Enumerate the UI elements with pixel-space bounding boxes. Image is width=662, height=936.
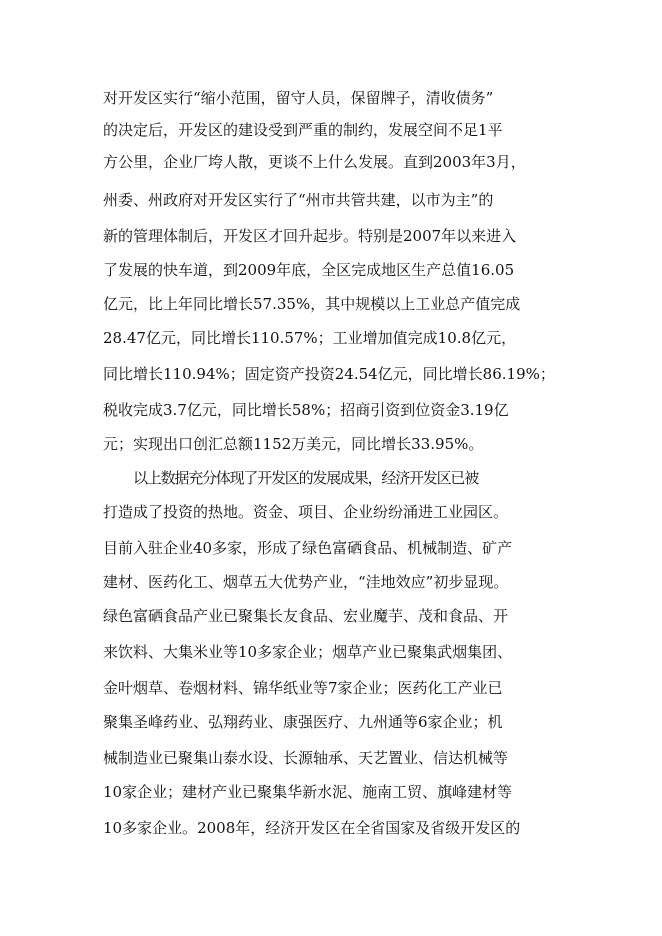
text-line: 的决定后，开发区的建设受到严重的制约，发展空间不足1平 bbox=[103, 121, 503, 139]
text-line: 新的管理体制后，开发区才回升起步。特别是2007年以来进入 bbox=[103, 227, 517, 245]
text-line: 建材、医药化工、烟草五大优势产业，“洼地效应”初步显现。 bbox=[103, 573, 509, 591]
text-line: 了发展的快车道，到2009年底，全区完成地区生产总值16.05 bbox=[103, 261, 515, 279]
text-line: 方公里，企业厂垮人散，更谈不上什么发展。直到2003年3月， bbox=[103, 153, 526, 171]
text-line: 同比增长110.94%；固定资产投资24.54亿元，同比增长86.19%； bbox=[103, 365, 555, 383]
text-line: 来饮料、大集米业等10多家企业；烟草产业已聚集武烟集团、 bbox=[103, 643, 513, 661]
text-line: 州委、州政府对开发区实行了“州市共管共建，以市为主”的 bbox=[103, 191, 494, 209]
text-line: 对开发区实行“缩小范围，留守人员，保留牌子，清收债务” bbox=[103, 89, 494, 107]
text-line: 械制造业已聚集山泰水设、长源轴承、天艺置业、信达机械等 bbox=[103, 749, 509, 767]
text-line: 税收完成3.7亿元，同比增长58%；招商引资到位资金3.19亿 bbox=[103, 401, 509, 419]
text-line: 28.47亿元，同比增长110.57%；工业增加值完成10.8亿元， bbox=[103, 329, 517, 347]
text-line: 目前入驻企业40多家，形成了绿色富硒食品、机械制造、矿产 bbox=[103, 539, 513, 557]
text-line: 打造成了投资的热地。资金、项目、企业纷纷涌进工业园区。 bbox=[103, 503, 509, 521]
text-line: 绿色富硒食品产业已聚集长友食品、宏业魔芋、茂和食品、开 bbox=[103, 607, 509, 625]
text-line: 亿元，比上年同比增长57.35%，其中规模以上工业总产值完成 bbox=[103, 295, 521, 313]
text-line: 10家企业；建材产业已聚集华新水泥、施南工贸、旗峰建材等 bbox=[103, 783, 513, 801]
text-line: 元；实现出口创汇总额1152万美元，同比增长33.95%。 bbox=[103, 435, 484, 453]
paragraph-first-line: 以上数据充分体现了开发区的发展成果，经济开发区已被 bbox=[133, 469, 479, 487]
text-line: 金叶烟草、卷烟材料、锦华纸业等7家企业；医药化工产业已 bbox=[103, 679, 503, 697]
text-line: 聚集圣峰药业、弘翔药业、康强医疗、九州通等6家企业；机 bbox=[103, 713, 503, 731]
text-line: 10多家企业。2008年，经济开发区在全省国家及省级开发区的 bbox=[103, 819, 521, 837]
